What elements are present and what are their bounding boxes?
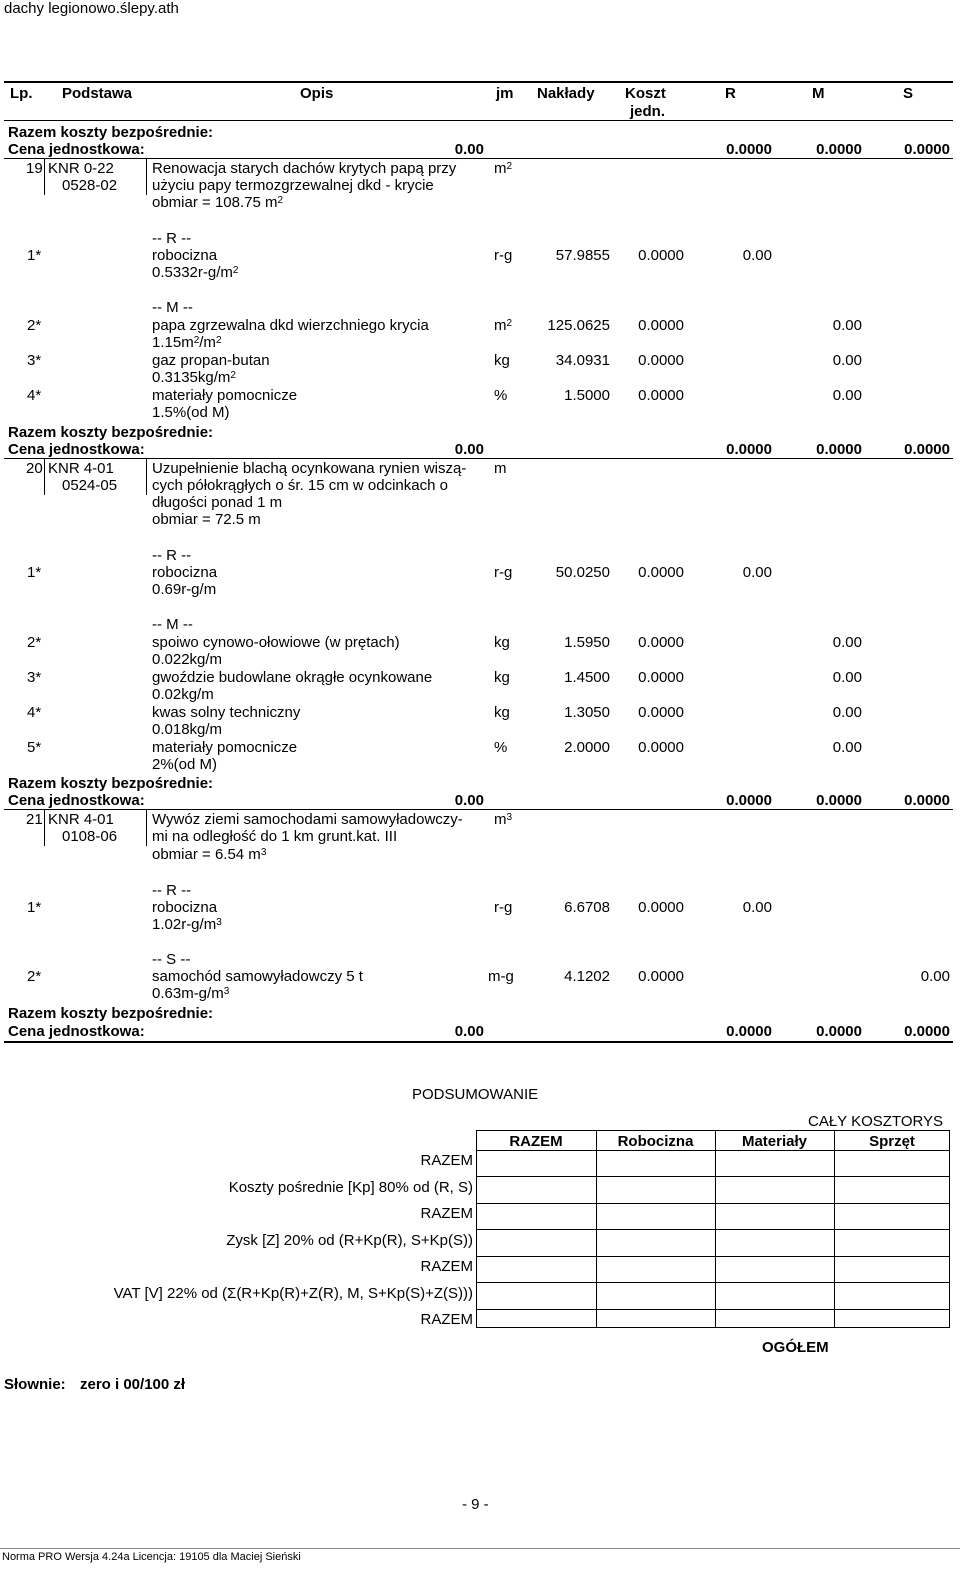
position-measure: obmiar = 72.5 m [152, 511, 261, 528]
footer-license: Norma PRO Wersja 4.24a Licencja: 19105 dla Maciej Sieński [2, 1551, 301, 1563]
position-base-code: 0528-02 [62, 177, 118, 194]
group-r-label: -- R -- [152, 547, 192, 564]
group-m-label: -- M -- [152, 299, 193, 316]
row-unit-cost: 0.0000 [638, 564, 684, 581]
row-name: spoiwo cynowo-ołowiowe (w prętach) [152, 634, 400, 651]
header-s: S [903, 85, 914, 102]
row-name: papa zgrzewalna dkd wierzchniego krycia [152, 317, 429, 334]
razem-label: Razem koszty bezpośrednie: [8, 424, 214, 441]
row-value: 0.00 [742, 247, 772, 264]
row-name: gwoździe budowlane okrągłe ocynkowane [152, 669, 433, 686]
summary-total: OGÓŁEM [762, 1339, 829, 1356]
row-value: 0.00 [832, 634, 862, 651]
cena-m: 0.0000 [816, 1023, 862, 1040]
summary-subtitle: CAŁY KOSZTORYS [808, 1113, 944, 1130]
row-name: materiały pomocnicze [152, 739, 298, 756]
position-base: KNR 4-01 [48, 811, 114, 828]
row-unit: r-g [494, 564, 513, 581]
row-unit-cost: 0.0000 [638, 352, 684, 369]
row-norm: $1.02r-g/m^3$ [152, 916, 222, 933]
row-unit-cost: 0.0000 [638, 899, 684, 916]
summary-row-zysk: Zysk [Z] 20% od (R+Kp(R), S+Kp(S)) [226, 1232, 473, 1249]
position-base: KNR 4-01 [48, 460, 114, 477]
position-base: KNR 0-22 [48, 160, 114, 177]
position-base-code: 0108-06 [62, 828, 118, 845]
row-unit: % [494, 387, 508, 404]
row-value: 0.00 [742, 564, 772, 581]
position-unit: $m^2$ [494, 160, 513, 177]
row-unit: kg [494, 352, 510, 369]
cena-r: 0.0000 [726, 1023, 772, 1040]
cena-r: 0.0000 [726, 792, 772, 809]
row-unit: % [494, 739, 508, 756]
row-value: 0.00 [920, 968, 950, 985]
summary-col-sprzet: Sprzęt [869, 1133, 915, 1150]
row-unit-cost: 0.0000 [638, 317, 684, 334]
row-lp: 3* [27, 669, 42, 686]
row-unit: $m^2$ [494, 317, 513, 334]
row-unit: r-g [494, 247, 513, 264]
row-value: 0.00 [832, 352, 862, 369]
row-lp: 4* [27, 704, 42, 721]
row-norm: $0.5332r-g/m^2$ [152, 264, 239, 281]
page-number: - 9 - [462, 1496, 489, 1513]
summary-title: PODSUMOWANIE [412, 1086, 539, 1103]
header-naklady: Nakłady [537, 85, 595, 102]
row-unit-cost: 0.0000 [638, 247, 684, 264]
row-lp: 2* [27, 634, 42, 651]
cena-value: 0.00 [454, 792, 484, 809]
header-jm: jm [496, 85, 514, 102]
header-r: R [725, 85, 736, 102]
row-lp: 5* [27, 739, 42, 756]
cena-s: 0.0000 [904, 792, 950, 809]
header-podstawa: Podstawa [62, 85, 133, 102]
position-unit: m [494, 460, 507, 477]
row-value: 0.00 [832, 387, 862, 404]
header-opis: Opis [300, 85, 334, 102]
row-unit-cost: 0.0000 [638, 739, 684, 756]
row-quantity: 125.0625 [547, 317, 610, 334]
razem-label: Razem koszty bezpośrednie: [8, 1005, 214, 1022]
cena-label: Cena jednostkowa: [8, 441, 145, 458]
row-value: 0.00 [832, 317, 862, 334]
row-norm: 1.5%(od M) [152, 404, 230, 421]
razem-label: Razem koszty bezpośrednie: [8, 124, 214, 141]
summary-col-razem: RAZEM [509, 1133, 563, 1150]
position-desc-line: cych półokrągłych o śr. 15 cm w odcinkach o [152, 477, 448, 494]
row-unit: m-g [488, 968, 514, 985]
row-name: robocizna [152, 564, 218, 581]
position-number: 20 [26, 460, 43, 477]
row-unit: kg [494, 634, 510, 651]
cena-label: Cena jednostkowa: [8, 792, 145, 809]
position-measure: obmiar = 108.75 $m^2$ [152, 194, 284, 211]
row-lp: 2* [27, 317, 42, 334]
row-quantity: 4.1202 [564, 968, 610, 985]
row-value: 0.00 [832, 739, 862, 756]
position-desc-line: Renowacja starych dachów krytych papą przy [152, 160, 457, 177]
cena-m: 0.0000 [816, 792, 862, 809]
row-quantity: 50.0250 [555, 564, 610, 581]
row-quantity: 1.5950 [564, 634, 610, 651]
row-unit-cost: 0.0000 [638, 968, 684, 985]
row-value: 0.00 [742, 899, 772, 916]
summary-row-razem: RAZEM [420, 1205, 473, 1222]
header-m: M [812, 85, 825, 102]
row-norm: $1.15m^2/m^2$ [152, 334, 222, 351]
cena-s: 0.0000 [904, 1023, 950, 1040]
cena-value: 0.00 [454, 441, 484, 458]
row-name: robocizna [152, 247, 218, 264]
summary-row-vat: VAT [V] 22% od (Σ(R+Kp(R)+Z(R), M, S+Kp(S)+Z(S))) [113, 1285, 473, 1302]
position-number: 21 [26, 811, 43, 828]
position-number: 19 [26, 160, 43, 177]
summary-row-razem: RAZEM [420, 1152, 473, 1169]
slownie-value: zero i 00/100 zł [80, 1376, 186, 1393]
razem-label: Razem koszty bezpośrednie: [8, 775, 214, 792]
row-lp: 1* [27, 247, 42, 264]
row-norm: 0.02kg/m [152, 686, 214, 703]
row-lp: 3* [27, 352, 42, 369]
position-desc-line: Wywóz ziemi samochodami samowyładowczy- [152, 811, 463, 828]
position-desc-line: Uzupełnienie blachą ocynkowana rynien wiszą- [152, 460, 467, 477]
cena-label: Cena jednostkowa: [8, 1023, 145, 1040]
row-norm: 0.018kg/m [152, 721, 223, 738]
cena-r: 0.0000 [726, 141, 772, 158]
position-measure: obmiar = 6.54 $m^3$ [152, 846, 267, 863]
header-lp: Lp. [10, 85, 33, 102]
cena-m: 0.0000 [816, 441, 862, 458]
row-norm: 0.022kg/m [152, 651, 223, 668]
group-r-label: -- R -- [152, 882, 192, 899]
summary-row-kp: Koszty pośrednie [Kp] 80% od (R, S) [228, 1179, 473, 1196]
row-name: kwas solny techniczny [152, 704, 301, 721]
row-lp: 4* [27, 387, 42, 404]
row-norm: 2%(od M) [152, 756, 218, 773]
header-koszt: Koszt [625, 85, 666, 102]
row-norm: 0.69r-g/m [152, 581, 217, 598]
row-quantity: 2.0000 [564, 739, 610, 756]
cena-label: Cena jednostkowa: [8, 141, 145, 158]
row-unit-cost: 0.0000 [638, 387, 684, 404]
row-value: 0.00 [832, 704, 862, 721]
row-unit: kg [494, 669, 510, 686]
position-desc-line: długości ponad 1 m [152, 494, 283, 511]
summary-col-materialy: Materiały [741, 1133, 808, 1150]
position-base-code: 0524-05 [62, 477, 118, 494]
position-unit: $m^3$ [494, 811, 513, 828]
row-name: gaz propan-butan [152, 352, 270, 369]
row-lp: 2* [27, 968, 42, 985]
slownie-label: Słownie: [4, 1376, 66, 1393]
position-desc-line: użyciu papy termozgrzewalnej dkd - krycie [152, 177, 434, 194]
group-r-label: -- R -- [152, 230, 192, 247]
row-quantity: 6.6708 [564, 899, 610, 916]
row-lp: 1* [27, 899, 42, 916]
row-name: materiały pomocnicze [152, 387, 298, 404]
row-name: robocizna [152, 899, 218, 916]
position-desc-line: mi na odległość do 1 km grunt.kat. III [152, 828, 398, 845]
row-unit: r-g [494, 899, 513, 916]
row-quantity: 1.5000 [564, 387, 610, 404]
summary-row-razem: RAZEM [420, 1311, 473, 1328]
row-norm: $0.3135kg/m^2$ [152, 369, 236, 386]
cena-value: 0.00 [454, 1023, 484, 1040]
row-quantity: 34.0931 [555, 352, 610, 369]
row-lp: 1* [27, 564, 42, 581]
row-name: samochód samowyładowczy 5 t [152, 968, 363, 985]
cena-r: 0.0000 [726, 441, 772, 458]
summary-col-robocizna: Robocizna [617, 1133, 694, 1150]
row-unit: kg [494, 704, 510, 721]
row-unit-cost: 0.0000 [638, 669, 684, 686]
cena-s: 0.0000 [904, 441, 950, 458]
row-quantity: 57.9855 [555, 247, 610, 264]
row-quantity: 1.3050 [564, 704, 610, 721]
summary-row-razem: RAZEM [420, 1258, 473, 1275]
cena-s: 0.0000 [904, 141, 950, 158]
row-quantity: 1.4500 [564, 669, 610, 686]
row-norm: $0.63m-g/m^3$ [152, 985, 230, 1002]
row-value: 0.00 [832, 669, 862, 686]
group-m-label: -- M -- [152, 616, 193, 633]
document-title: dachy legionowo.ślepy.ath [4, 0, 179, 17]
group-s-label: -- S -- [152, 951, 191, 968]
row-unit-cost: 0.0000 [638, 704, 684, 721]
header-koszt-jedn: jedn. [630, 103, 666, 120]
row-unit-cost: 0.0000 [638, 634, 684, 651]
cena-m: 0.0000 [816, 141, 862, 158]
cena-value: 0.00 [454, 141, 484, 158]
